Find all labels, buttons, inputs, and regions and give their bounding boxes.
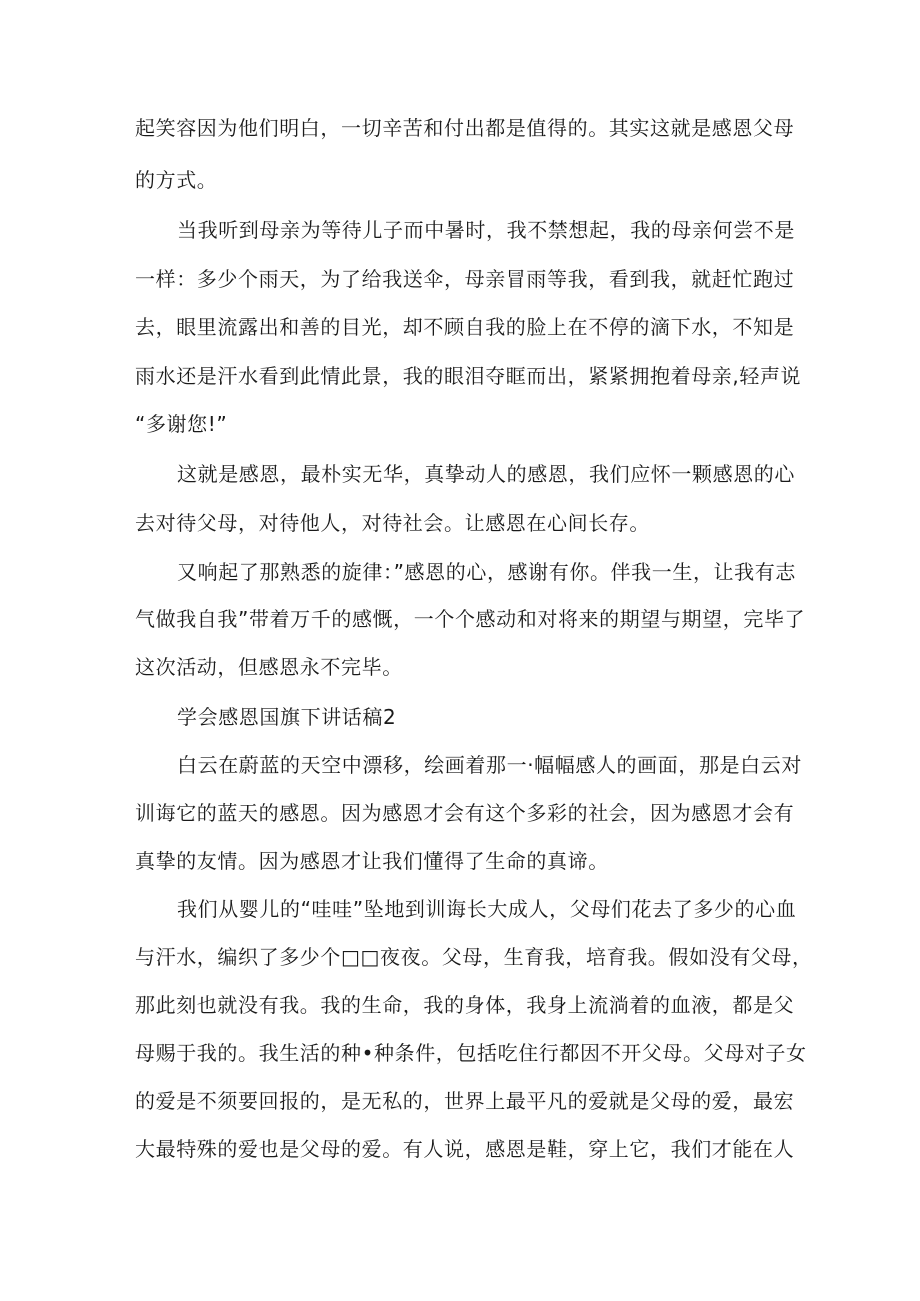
paragraph-line: 与汗水，编织了多少个□□夜夜。父母，生育我，培育我。假如没有父母， — [135, 945, 813, 969]
paragraph-line: 又响起了那熟悉的旋律：”感恩的心，感谢有你。伴我一生，让我有志 — [177, 560, 796, 584]
paragraph-line: 这次活动，但感恩永不完毕。 — [135, 655, 403, 679]
paragraph-line: 起笑容因为他们明白，一切辛苦和付出都是值得的。其实这就是感恩父母 — [135, 116, 795, 140]
paragraph-line: 训诲它的蓝天的感恩。因为感恩才会有这个多彩的社会，因为感恩才会有 — [135, 801, 795, 825]
section-heading: 学会感恩国旗下讲话稿2 — [177, 705, 397, 729]
paragraph-line: 去对待父母，对待他人，对待社会。让感恩在心间长存。 — [135, 511, 650, 535]
paragraph-line: 一样：多少个雨天，为了给我送伞，母亲冒雨等我，看到我，就赶忙跑过 — [135, 267, 795, 291]
paragraph-line: “多谢您!” — [135, 412, 228, 436]
paragraph-line: 当我听到母亲为等待儿子而中暑时，我不禁想起，我的母亲何尝不是 — [177, 218, 795, 242]
paragraph-line: 这就是感恩，最朴实无华，真挚动人的感恩，我们应怀一颗感恩的心 — [177, 462, 795, 486]
paragraph-line: 的爱是不须要回报的，是无私的，世界上最平凡的爱就是父母的爱，最宏 — [135, 1089, 795, 1113]
paragraph-line: 白云在蔚蓝的天空中漂移，绘画着那一·幅幅感人的画面，那是白云对 — [177, 753, 802, 777]
paragraph-line: 雨水还是汗水看到此情此景，我的眼泪夺眶而出，紧紧拥抱着母亲,轻声说 — [135, 364, 802, 388]
paragraph-line: 的方式。 — [135, 168, 218, 192]
paragraph-line: 真挚的友情。因为感恩才让我们懂得了生命的真谛。 — [135, 849, 609, 873]
paragraph-line: 去，眼里流露出和善的目光，却不顾自我的脸上在不停的滴下水，不知是 — [135, 315, 795, 339]
paragraph-line: 那此刻也就没有我。我的生命，我的身体，我身上流淌着的血液，都是父 — [135, 993, 795, 1017]
paragraph-line: 我们从婴儿的“哇哇”坠地到训诲长大成人，父母们花去了多少的心血 — [177, 897, 797, 921]
paragraph-line: 母赐于我的。我生活的种•种条件，包括吃住行都因不开父母。父母对子女 — [135, 1041, 807, 1065]
paragraph-line: 气做我自我”带着万千的感慨，一个个感动和对将来的期望与期望，完毕了 — [135, 607, 806, 631]
paragraph-line: 大最特殊的爱也是父母的爱。有人说，感恩是鞋，穿上它，我们才能在人 — [135, 1137, 795, 1161]
